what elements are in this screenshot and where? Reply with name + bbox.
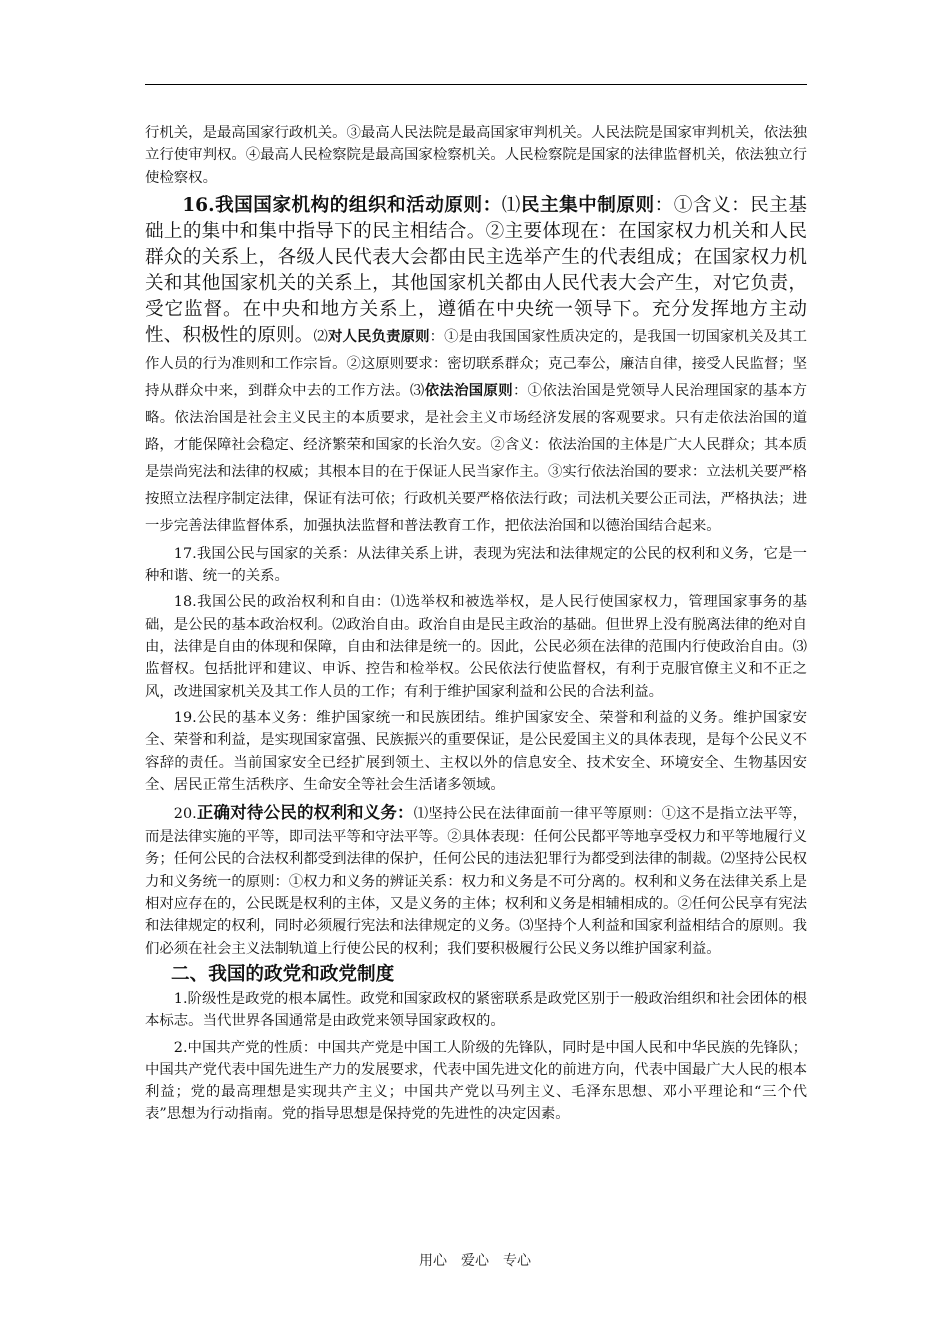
principle-1-label: 民主集中制原则 [520,194,655,216]
section-16-number: 16. [182,194,215,216]
principle-2-text: ：①是由我国国家性质决定的，是我国一切国家机关及其工作人员的行为准则和工作宗旨。②这原则要求：密切联系群众；克己奉公，廉洁自律，接受人民监督；坚持从群众中来，到群众中去的工作方法。 [145,328,807,399]
section-18-paragraph: 18.我国公民的政治权利和自由：⑴选举权和被选举权，是人民行使国家权力，管理国家事务的基础，是公民的基本政治权利。⑵政治自由。政治自由是民主政治的基础。但世界上没有脱离法律的绝对自由，法律是自由的体现和保障，自由和法律是统一的。因此，公民必须在法律的范围内行使政治自由。⑶监督权。包括批评和建议、申诉、控告和检举权。公民依法行使监督权，有利于克服官僚主义和不正之风，改进国家机关及其工作人员的工作；有利于维护国家利益和公民的合法利益。 [145,594,807,700]
principle-1-text: ：①含义：民主基础上的集中和集中指导下的民主相结合。②主要体现在：在国家权力机关和人民群众的关系上，各级人民代表大会都由民主选举产生的代表组成；在国家权力机关和其他国家机关的关系上，其他国家机关都由人民代表大会产生，对它负责，受它监督。在中央和地方关系上，遵循在中央统一领导下。充分发挥地方主动性、积极性的原则。 [145,194,807,346]
section-2-heading: 二、我国的政党和政党制度 [171,963,395,985]
section-2-paragraph-1: 1.阶级性是政党的根本属性。政党和国家政权的紧密联系是政党区别于一般政治组织和社会团体的根本标志。当代世界各国通常是由政党来领导国家政权的。 [145,990,807,1030]
principle-2-label: 对人民负责原则 [328,327,430,345]
section-17-paragraph: 17.我国公民与国家的关系：从法律关系上讲，表现为宪法和法律规定的公民的权利和义务，它是一种和谐、统一的关系。 [145,545,807,585]
section-19-paragraph: 19.公民的基本义务：维护国家统一和民族团结。维护国家安全、荣誉和利益的义务。维护国家安全、荣誉和利益，是实现国家富强、民族振兴的重要保证，是公民爱国主义的具体表现，是每个公民义不容辞的责任。当前国家安全已经扩展到领土、主权以外的信息安全、技术安全、环境安全、生物基因安全、居民正常生活秩序、生命安全等社会生活诸多领域。 [145,709,807,793]
header-rule [145,84,807,85]
section-16-paragraph: 16.我国国家机构的组织和活动原则：⑴民主集中制原则：①含义：民主基础上的集中和集中指导下的民主相结合。②主要体现在：在国家权力机关和人民群众的关系上，各级人民代表大会都由民主选举产生的代表组成；在国家权力机关和其他国家机关的关系上，其他国家机关都由人民代表大会产生，对它负责，受它监督。在中央和地方关系上，遵循在中央统一领导下。充分发挥地方主动性、积极性的原则。⑵对人民负责原则：①是由我国国家性质决定的，是我国一切国家机关及其工作人员的行为准则和工作宗旨。②这原则要求：密切联系群众；克己奉公，廉洁自律，接受人民监督；坚持从群众中来，到群众中去的工作方法。⑶依法治国原则：①依法治国是党领导人民治理国家的基本方略。依法治国是社会主义民主的本质要求，是社会主义市场经济发展的客观要求。只有走依法治国的道路，才能保障社会稳定、经济繁荣和国家的长治久安。②含义：依法治国的主体是广大人民群众；其本质是崇尚宪法和法律的权威；其根本目的在于保证人民当家作主。③实行依法治国的要求：立法机关要严格按照立法程序制定法律，保证有法可依；行政机关要严格依法行政；司法机关要公正司法，严格执法；进一步完善法律监督体系，加强执法监督和普法教育工作，把依法治国和以德治国结合起来。 [145,194,807,534]
page-footer: 用心 爱心 专心 [419,1253,531,1269]
document-body [145,122,807,1126]
section-20-number: 20. [173,806,197,823]
section-16-title: 我国国家机构的组织和活动原则： [214,194,502,216]
section-20-text: ⑴坚持公民在法律面前一律平等原则：①这不是指立法平等，而是法律实施的平等，即司法平等和守法平等。②具体表现：任何公民都平等地享受权力和平等地履行义务；任何公民的合法权利都受到法律的保护，任何公民的违法犯罪行为都受到法律的制裁。⑵坚持公民权力和义务统一的原则：①权力和义务的辨证关系：权力和义务是不可分离的。权利和义务在法律关系上是相对应存在的，公民既是权利的主体，又是义务的主体；权利和义务是相辅相成的。②任何公民享有宪法和法律规定的权利，同时必须履行宪法和法律规定的义务。⑶坚持个人利益和国家利益相结合的原则。我们必须在社会主义法制轨道上行使公民的权利；我们要积极履行公民义务以维护国家利益。 [145,806,807,957]
section-20-paragraph [145,800,807,960]
principle-3-prefix: ⑶ [409,382,425,399]
principle-3-text: ：①依法治国是党领导人民治理国家的基本方略。依法治国是社会主义民主的本质要求，是社会主义市场经济发展的客观要求。只有走依法治国的道路，才能保障社会稳定、经济繁荣和国家的长治久安。②含义：依法治国的主体是广大人民群众；其本质是崇尚宪法和法律的权威；其根本目的在于保证人民当家作主。③实行依法治国的要求：立法机关要严格按照立法程序制定法律，保证有法可依；行政机关要严格依法行政；司法机关要公正司法，严格执法；进一步完善法律监督体系，加强执法监督和普法教育工作，把依法治国和以德治国结合起来。 [145,382,807,534]
section-2-paragraph-2: 2.中国共产党的性质：中国共产党是中国工人阶级的先锋队，同时是中国人民和中华民族的先锋队；中国共产党代表中国先进生产力的发展要求，代表中国先进文化的前进方向，代表中国最广大人民的根本利益；党的最高理想是实现共产主义；中国共产党以马列主义、毛泽东思想、邓小平理论和“三个代表”思想为行动指南。党的指导思想是保持党的先进性的决定因素。 [145,1039,807,1123]
continuation-paragraph: 行机关，是最高国家行政机关。③最高人民法院是最高国家审判机关。人民法院是国家审判机关，依法独立行使审判权。④最高人民检察院是最高国家检察机关。人民检察院是国家的法律监督机关，依法独立行使检察权。 [145,125,807,186]
principle-3-label: 依法治国原则 [424,381,513,399]
principle-2-prefix: ⑵ [313,328,329,345]
section-20-title: 正确对待公民的权利和义务： [196,803,414,823]
